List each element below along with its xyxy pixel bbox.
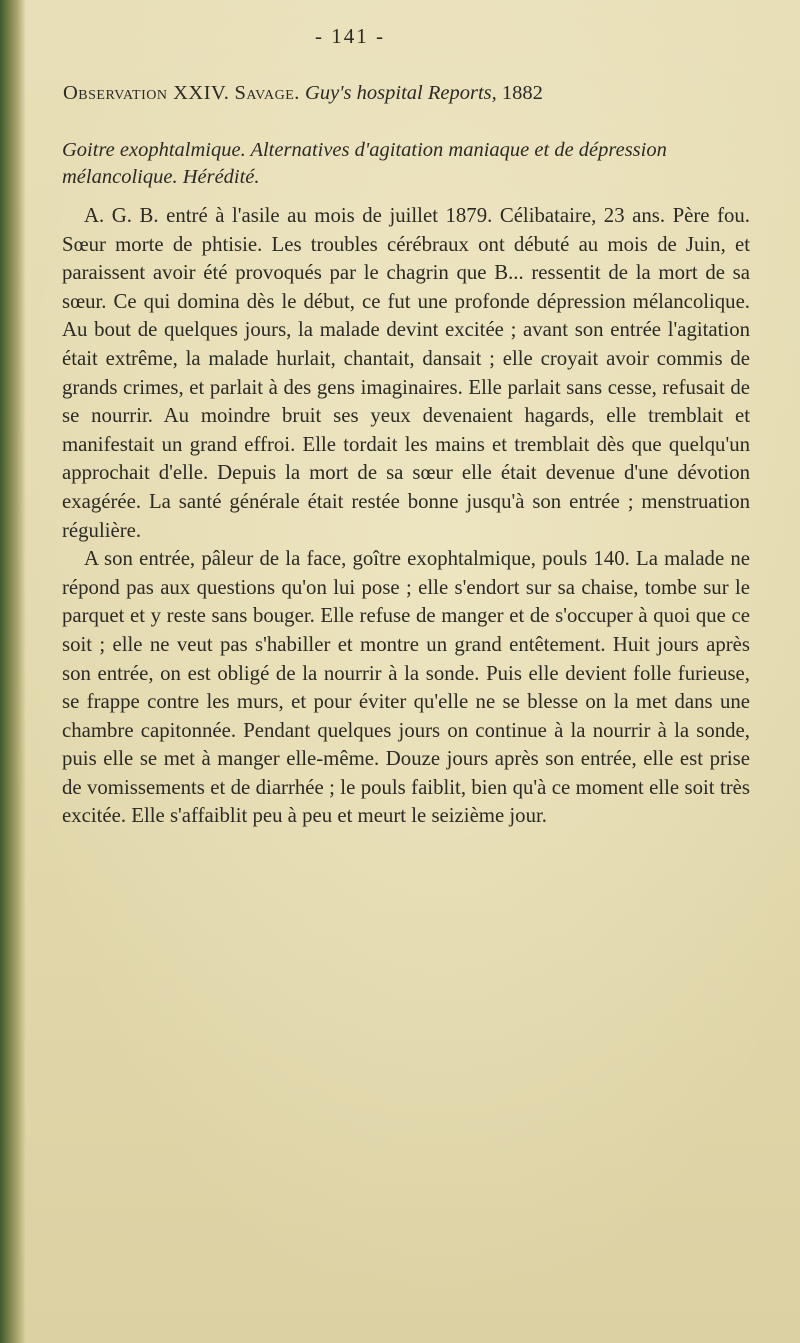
body-text — [62, 202, 750, 831]
paragraph-admission: A son entrée, pâleur de la face, goître exophtalmique, pouls 140. La malade ne répond pas aux questions qu'on lui pose ; elle s'endort sur sa chaise, tombe sur le parquet et y reste sans bouger. Elle refuse de manger et de s'occuper à quoi que ce soit ; elle ne veut pas s'habiller et montre un grand entêtement. Huit jours après son entrée, on est obligé de la nourrir à la sonde. Puis elle devient folle furieuse, se frappe contre les murs, et pour éviter qu'elle ne se blesse on la met dans une chambre capitonnée. Pendant quelques jours on continue à la nourrir à la sonde, puis elle se met à manger elle-même. Douze jours après son entrée, elle est prise de vomissements et de diarrhée ; le pouls faiblit, bien qu'à ce moment elle soit très excitée. Elle s'affaiblit peu à peu et meurt le seizième jour. — [62, 547, 750, 828]
page-number: - 141 - — [315, 24, 385, 48]
observation-header — [63, 82, 763, 105]
source-year: 1882 — [501, 82, 543, 104]
binding-edge — [0, 0, 26, 1343]
observation-subtitle: Goitre exophtalmique. Alternatives d'agitation maniaque et de dépression mélancolique. Hérédité. — [62, 139, 667, 188]
paragraph-history: A. G. B. entré à l'asile au mois de juillet 1879. Célibataire, 23 ans. Père fou. Sœur morte de phtisie. Les troubles cérébraux ont débuté au mois de Juin, et paraissent avoir été provoqués par le chagrin que B... ressentit de la mort de sa sœur. Ce qui domina dès le début, ce fut une profonde dépression mélancolique. Au bout de quelques jours, la malade devint excitée ; avant son entrée l'agitation était extrême, la malade hurlait, chantait, dansait ; elle croyait avoir commis de grands crimes, et parlait à des gens imaginaires. Elle parlait sans cesse, refusait de se nourrir. Au moindre bruit ses yeux devenaient hagards, elle tremblait et manifestait un grand effroi. Elle tordait les mains et tremblait dès que quelqu'un approchait d'elle. Depuis la mort de sa sœur elle était devenue d'une dévotion exagérée. La santé générale était restée bonne jusqu'à son entrée ; menstruation régulière. — [62, 204, 750, 542]
source-title: Guy's hospital Reports, — [305, 82, 497, 104]
author-name: Savage. — [234, 82, 300, 104]
observation-number: Observation XXIV. — [63, 82, 230, 104]
